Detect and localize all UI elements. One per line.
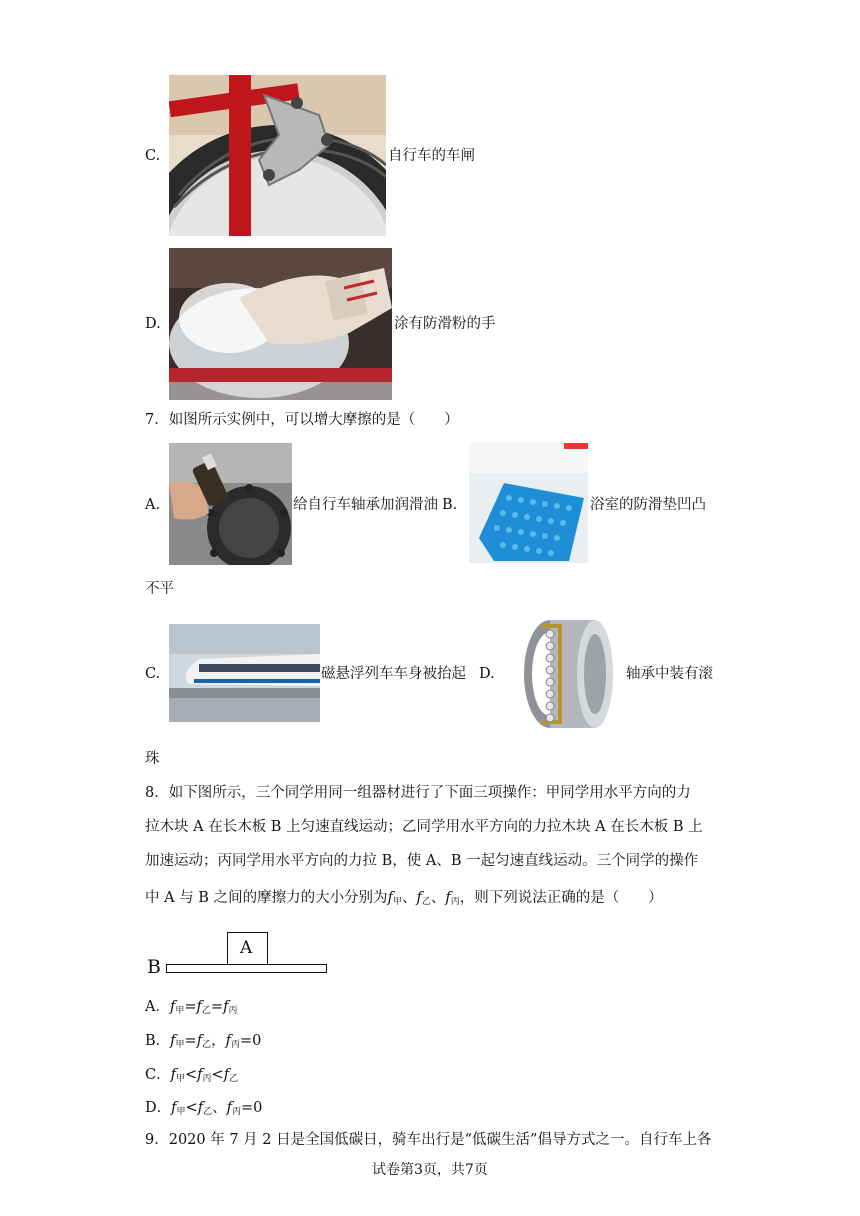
bath-mat-photo bbox=[469, 443, 588, 563]
f-symbol: f bbox=[416, 890, 422, 906]
f-symbol: f bbox=[197, 1100, 204, 1116]
q7-option-b-wrap: 不平 bbox=[145, 581, 174, 597]
q7-option-b-text: 浴室的防滑垫凹凸 bbox=[590, 497, 706, 513]
dun-sep: 、 bbox=[212, 1100, 227, 1116]
q8-line-4 bbox=[145, 891, 663, 907]
sub-bing: 丙 bbox=[230, 1040, 240, 1050]
f-symbol: f bbox=[445, 890, 451, 906]
f-symbol: f bbox=[170, 1033, 176, 1049]
q8-line-3: 加速运动；丙同学用水平方向的力拉 B，使 A、B 一起匀速直线运动。三个同学的操作 bbox=[145, 853, 699, 869]
q7-option-b-letter: B. bbox=[442, 497, 458, 513]
eq-sign: = bbox=[184, 1033, 197, 1049]
q7-option-a-letter: A. bbox=[145, 497, 161, 513]
q6-option-c-letter: C. bbox=[145, 148, 161, 164]
dun-sep: 、 bbox=[430, 890, 446, 906]
f-symbol: f bbox=[169, 999, 176, 1015]
f-symbol: f bbox=[196, 1033, 203, 1049]
q7-option-c-text: 磁悬浮列车车身被抬起 bbox=[321, 666, 466, 682]
sub-bing: 丙 bbox=[231, 1107, 241, 1117]
sub-bing: 丙 bbox=[202, 1074, 212, 1084]
eq-sign: = bbox=[210, 999, 224, 1015]
q8-option-a bbox=[145, 1000, 237, 1016]
bicycle-lubricant-photo bbox=[169, 443, 292, 565]
f-symbol: f bbox=[223, 1067, 230, 1083]
sub-yi: 乙 bbox=[201, 1006, 211, 1016]
sub-bing: 丙 bbox=[450, 897, 460, 907]
q7-stem: 7．如图所示实例中，可以增大摩擦的是（ ） bbox=[145, 412, 459, 428]
dun-sep: 、 bbox=[401, 890, 417, 906]
lt-sign: < bbox=[185, 1100, 198, 1116]
q8-option-c bbox=[145, 1068, 238, 1084]
maglev-train-photo bbox=[169, 624, 320, 722]
sub-bing: 丙 bbox=[228, 1006, 238, 1016]
q7-option-d-wrap: 珠 bbox=[145, 751, 160, 767]
sub-yi: 乙 bbox=[202, 1040, 212, 1050]
f-symbol: f bbox=[387, 890, 393, 906]
q7-option-d-text: 轴承中装有滚 bbox=[626, 666, 713, 682]
comma: ， bbox=[211, 1033, 226, 1049]
sub-jia: 甲 bbox=[176, 1107, 186, 1117]
f-symbol: f bbox=[223, 999, 229, 1015]
q9-line-1: 9．2020 年 7 月 2 日是全国低碳日，骑车出行是“低碳生活”倡导方式之一。自行车上各 bbox=[145, 1132, 712, 1148]
option-letter: D． bbox=[145, 1100, 172, 1116]
q8-line-4-pre: 中 A 与 B 之间的摩擦力的大小分别为 bbox=[145, 890, 388, 906]
f-symbol: f bbox=[171, 1100, 177, 1116]
eq-sign: = bbox=[184, 999, 197, 1015]
f-symbol: f bbox=[196, 999, 202, 1015]
q8-option-d bbox=[145, 1101, 262, 1117]
equals-zero: =0 bbox=[240, 1100, 263, 1116]
sub-yi: 乙 bbox=[229, 1074, 239, 1084]
q7-option-d-letter: D. bbox=[479, 666, 495, 682]
q7-option-a-text: 给自行车轴承加润滑油 bbox=[293, 497, 438, 513]
option-letter: C． bbox=[145, 1067, 171, 1083]
board-b bbox=[166, 964, 327, 973]
q7-option-c-letter: C. bbox=[145, 666, 161, 682]
ball-bearing-photo bbox=[520, 614, 614, 733]
lt-sign: < bbox=[211, 1067, 224, 1083]
option-letter: B． bbox=[145, 1033, 171, 1049]
f-symbol: f bbox=[226, 1100, 232, 1116]
sub-jia: 甲 bbox=[175, 1040, 185, 1050]
lt-sign: < bbox=[185, 1067, 198, 1083]
q8-line-1: 8．如下图所示，三个同学用同一组器材进行了下面三项操作：甲同学用水平方向的力 bbox=[145, 785, 691, 801]
sub-jia: 甲 bbox=[175, 1006, 185, 1016]
sub-yi: 乙 bbox=[203, 1107, 213, 1117]
sub-jia: 甲 bbox=[392, 897, 402, 907]
q6-option-d-letter: D. bbox=[145, 316, 161, 332]
q6-option-c-text: 自行车的车闸 bbox=[388, 148, 475, 164]
board-b-label: B bbox=[147, 956, 161, 978]
equals-zero: =0 bbox=[239, 1033, 262, 1049]
q8-line-2: 拉木块 A 在长木板 B 上匀速直线运动；乙同学用水平方向的力拉木块 A 在长木板 B 上 bbox=[145, 819, 703, 835]
page-footer: 试卷第3页，共7页 bbox=[372, 1162, 488, 1178]
bicycle-brake-photo bbox=[169, 75, 386, 236]
chalk-hand-photo bbox=[169, 248, 392, 400]
sub-yi: 乙 bbox=[421, 897, 431, 907]
option-letter: A． bbox=[145, 999, 170, 1015]
q8-diagram bbox=[145, 930, 335, 980]
block-a-label: A bbox=[240, 938, 253, 958]
f-symbol: f bbox=[197, 1067, 203, 1083]
f-symbol: f bbox=[225, 1033, 231, 1049]
q8-option-b bbox=[145, 1034, 261, 1050]
sub-jia: 甲 bbox=[175, 1074, 185, 1084]
q8-line-4-post: ，则下列说法正确的是（ ） bbox=[459, 890, 663, 906]
f-symbol: f bbox=[170, 1067, 176, 1083]
q6-option-d-text: 涂有防滑粉的手 bbox=[394, 316, 496, 332]
